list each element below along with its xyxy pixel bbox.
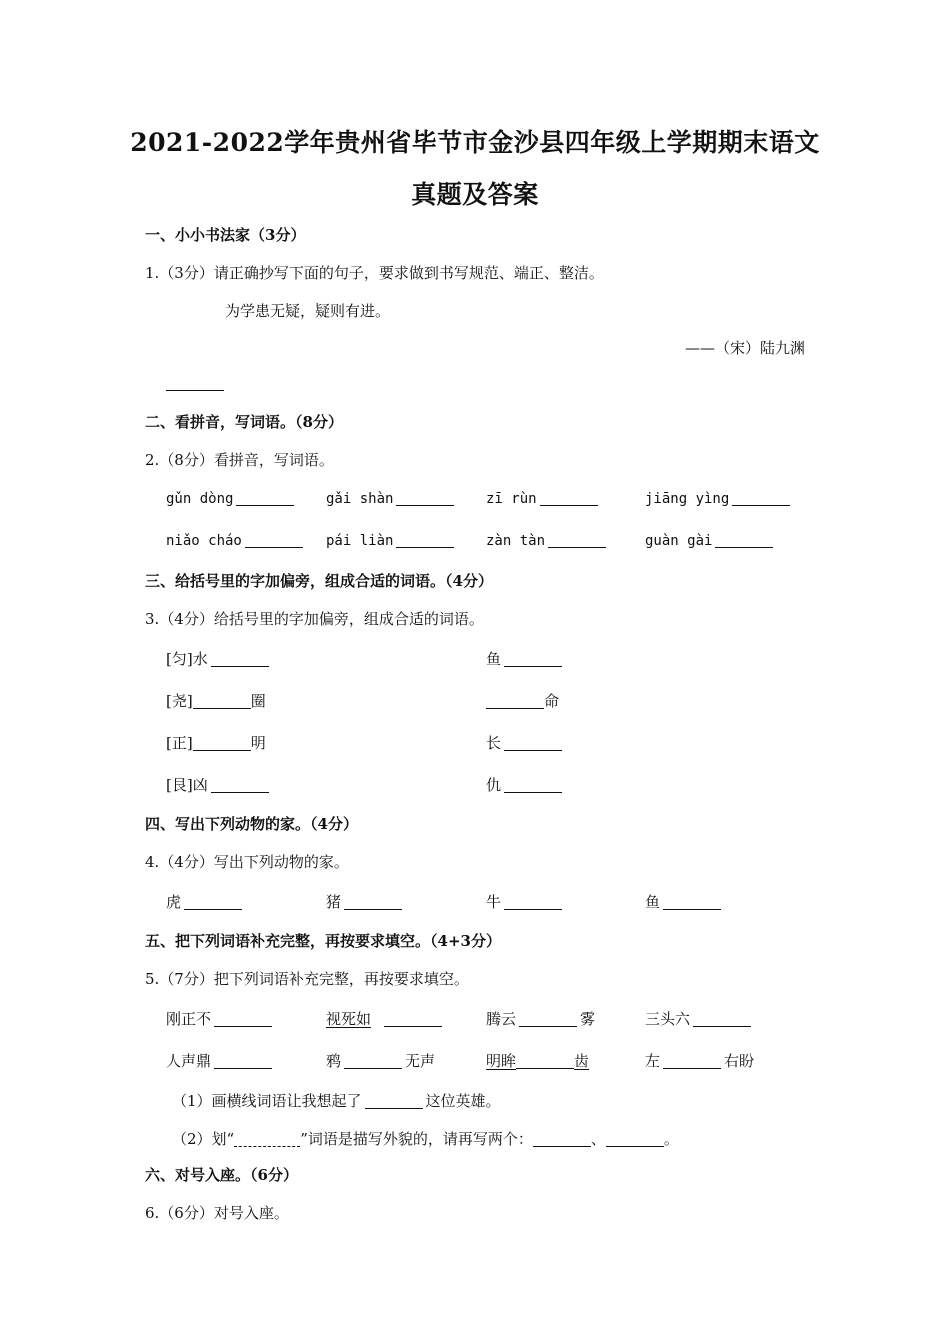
section-3-heading: 三、给括号里的字加偏旁，组成合适的词语。（4分） bbox=[145, 572, 493, 590]
animal-name: 鱼 bbox=[645, 893, 661, 911]
radical-item bbox=[166, 690, 266, 711]
pinyin-text: jiāng yìng bbox=[645, 491, 730, 507]
pinyin-item bbox=[645, 531, 776, 549]
pinyin-item bbox=[645, 489, 793, 507]
radical-text: 鱼 bbox=[486, 650, 502, 668]
answer-blank[interactable] bbox=[211, 652, 269, 667]
radical-suffix: 圈 bbox=[250, 692, 266, 710]
answer-blank[interactable] bbox=[396, 533, 454, 548]
question-6: 6.（6分）对号入座。 bbox=[145, 1204, 289, 1222]
idiom-item bbox=[166, 1008, 275, 1029]
answer-blank[interactable] bbox=[344, 895, 402, 910]
answer-blank[interactable] bbox=[214, 1012, 272, 1027]
idiom-text-underlined: 明眸 bbox=[486, 1052, 517, 1070]
question-3: 3.（4分）给括号里的字加偏旁，组成合适的词语。 bbox=[145, 610, 484, 628]
answer-blank[interactable] bbox=[504, 778, 562, 793]
idiom-suffix: 雾 bbox=[580, 1010, 596, 1028]
answer-blank[interactable] bbox=[384, 1012, 442, 1027]
answer-blank[interactable] bbox=[396, 491, 454, 506]
pinyin-text: zī rùn bbox=[486, 491, 537, 507]
section-5-heading: 五、把下列词语补充完整，再按要求填空。（4+3分） bbox=[145, 932, 501, 950]
pinyin-item bbox=[486, 531, 609, 549]
animal-item bbox=[166, 891, 245, 912]
pinyin-text: niǎo cháo bbox=[166, 533, 242, 549]
doc-title-line1: 2021-2022学年贵州省毕节市金沙县四年级上学期期末语文 bbox=[130, 128, 820, 157]
answer-blank[interactable] bbox=[548, 533, 606, 548]
radical-item bbox=[166, 774, 272, 795]
sub-question-2 bbox=[172, 1128, 679, 1149]
idiom-text: 三头六 bbox=[645, 1010, 691, 1028]
idiom-item bbox=[326, 1050, 435, 1071]
answer-blank[interactable] bbox=[504, 652, 562, 667]
pinyin-item bbox=[486, 489, 601, 507]
answer-blank[interactable] bbox=[540, 491, 598, 506]
animal-item bbox=[645, 891, 724, 912]
answer-blank[interactable] bbox=[184, 895, 242, 910]
pinyin-text: zàn tàn bbox=[486, 533, 546, 549]
sub-question-text: （1）画横线词语让我想起了 bbox=[172, 1092, 362, 1110]
pinyin-item bbox=[166, 531, 306, 549]
answer-blank[interactable] bbox=[166, 390, 224, 391]
answer-blank[interactable] bbox=[693, 1012, 751, 1027]
idiom-suffix: 无声 bbox=[405, 1052, 436, 1070]
idiom-item bbox=[645, 1050, 754, 1071]
animal-item bbox=[326, 891, 405, 912]
answer-blank[interactable] bbox=[245, 533, 303, 548]
sub-question-text: 这位英雄。 bbox=[425, 1092, 501, 1110]
pinyin-item bbox=[326, 531, 457, 549]
radical-item bbox=[486, 690, 559, 711]
answer-blank[interactable] bbox=[193, 694, 251, 709]
idiom-text: 刚正不 bbox=[166, 1010, 212, 1028]
answer-blank[interactable] bbox=[234, 1132, 300, 1147]
animal-name: 猪 bbox=[326, 893, 342, 911]
section-6-heading: 六、对号入座。（6分） bbox=[145, 1166, 298, 1184]
radical-text: 仇 bbox=[486, 776, 502, 794]
section-4-heading: 四、写出下列动物的家。（4分） bbox=[145, 815, 358, 833]
radical-suffix: 命 bbox=[544, 692, 560, 710]
section-2-heading: 二、看拼音，写词语。（8分） bbox=[145, 413, 343, 431]
idiom-text-underlined: 视死如 bbox=[326, 1010, 372, 1028]
idiom-text: 腾云 bbox=[486, 1010, 517, 1028]
idiom-suffix: 右盼 bbox=[724, 1052, 755, 1070]
answer-blank[interactable] bbox=[504, 736, 562, 751]
answer-blank[interactable] bbox=[533, 1132, 591, 1147]
doc-title-line2: 真题及答案 bbox=[411, 180, 539, 209]
idiom-item bbox=[645, 1008, 754, 1029]
quote-text: 为学患无疑，疑则有进。 bbox=[225, 302, 391, 320]
radical-text: [匀]水 bbox=[166, 650, 208, 668]
pinyin-item bbox=[326, 489, 457, 507]
pinyin-text: gǎi shàn bbox=[326, 491, 394, 507]
answer-blank[interactable] bbox=[504, 895, 562, 910]
answer-blank[interactable] bbox=[516, 1054, 574, 1069]
question-5: 5.（7分）把下列词语补充完整，再按要求填空。 bbox=[145, 970, 469, 988]
radical-item bbox=[486, 732, 565, 753]
radical-item bbox=[166, 648, 272, 669]
answer-blank[interactable] bbox=[211, 778, 269, 793]
section-1-heading: 一、小小书法家（3分） bbox=[145, 226, 306, 244]
question-4: 4.（4分）写出下列动物的家。 bbox=[145, 853, 349, 871]
radical-text: [艮]凶 bbox=[166, 776, 208, 794]
radical-item bbox=[166, 732, 266, 753]
pinyin-text: pái liàn bbox=[326, 533, 394, 549]
sub-question-text: 。 bbox=[663, 1130, 679, 1148]
answer-blank[interactable] bbox=[663, 895, 721, 910]
answer-blank[interactable] bbox=[214, 1054, 272, 1069]
idiom-item bbox=[166, 1050, 275, 1071]
question-1: 1.（3分）请正确抄写下面的句子，要求做到书写规范、端正、整洁。 bbox=[145, 264, 604, 282]
radical-item bbox=[486, 648, 565, 669]
sub-question-text: （2）划“ bbox=[172, 1130, 235, 1148]
quote-author: ——（宋）陆九渊 bbox=[684, 339, 805, 357]
pinyin-text: gǔn dòng bbox=[166, 491, 234, 507]
radical-text: 长 bbox=[486, 734, 502, 752]
idiom-text: 鸦 bbox=[326, 1052, 342, 1070]
radical-suffix: 明 bbox=[250, 734, 266, 752]
pinyin-text: guàn gài bbox=[645, 533, 713, 549]
idiom-text: 左 bbox=[645, 1052, 661, 1070]
sub-question-text: ”词语是描写外貌的，请再写两个： bbox=[300, 1130, 533, 1148]
answer-blank[interactable] bbox=[715, 533, 773, 548]
answer-blank[interactable] bbox=[236, 491, 294, 506]
idiom-suffix-underlined: 齿 bbox=[574, 1052, 590, 1070]
answer-blank[interactable] bbox=[732, 491, 790, 506]
separator: 、 bbox=[590, 1130, 606, 1148]
answer-blank[interactable] bbox=[365, 1094, 423, 1109]
animal-name: 虎 bbox=[166, 893, 182, 911]
answer-blank[interactable] bbox=[663, 1054, 721, 1069]
idiom-item bbox=[486, 1008, 595, 1029]
radical-text: [正] bbox=[166, 734, 193, 752]
idiom-text: 人声鼎 bbox=[166, 1052, 212, 1070]
radical-item bbox=[486, 774, 565, 795]
animal-item bbox=[486, 891, 565, 912]
radical-text: [尧] bbox=[166, 692, 193, 710]
answer-blank[interactable] bbox=[193, 736, 251, 751]
idiom-item bbox=[486, 1050, 589, 1071]
animal-name: 牛 bbox=[486, 893, 502, 911]
sub-question-1 bbox=[172, 1090, 501, 1111]
answer-blank[interactable] bbox=[344, 1054, 402, 1069]
answer-blank[interactable] bbox=[486, 694, 544, 709]
question-2: 2.（8分）看拼音，写词语。 bbox=[145, 451, 334, 469]
answer-blank[interactable] bbox=[519, 1012, 577, 1027]
idiom-item bbox=[326, 1008, 445, 1029]
answer-blank[interactable] bbox=[606, 1132, 664, 1147]
pinyin-item bbox=[166, 489, 297, 507]
